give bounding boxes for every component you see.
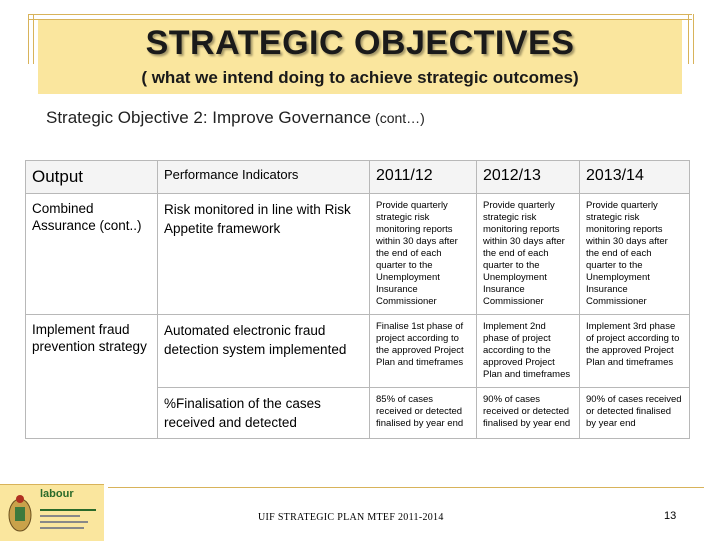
column-header-2013: 2013/14 [580,161,690,194]
output-cell: Combined Assurance (cont..) [26,194,158,315]
page-title: STRATEGIC OBJECTIVES [145,24,575,62]
target-2013-cell: 90% of cases received or detected finalised by year end [580,388,690,439]
logo-label: labour [40,488,74,500]
objective-cont: (cont…) [375,110,425,126]
target-2012-cell: 90% of cases received or detected finalised by year end [477,388,580,439]
table-header-row [26,161,690,194]
column-header-2011: 2011/12 [370,161,477,194]
footer-text: UIF STRATEGIC PLAN MTEF 2011-2014 [258,512,444,523]
title-banner [38,20,682,94]
table-row [26,194,690,315]
indicator-cell: Automated electronic fraud detection system implemented [158,315,370,388]
target-2012-cell: Provide quarterly strategic risk monitoring reports within 30 days after the end of each quarter to the Unemployment Insurance Commissioner [477,194,580,315]
objectives-table [25,160,690,439]
column-header-indicators: Performance Indicators [158,161,370,194]
indicator-cell: %Finalisation of the cases received and detected [158,388,370,439]
frame-left-line [28,14,34,64]
footer-divider [108,487,704,488]
column-header-output: Output [26,161,158,194]
indicator-cell: Risk monitored in line with Risk Appetite framework [158,194,370,315]
column-header-2012: 2012/13 [477,161,580,194]
objective-heading [46,108,425,128]
table-row [26,315,690,388]
frame-right-line [688,14,694,64]
objective-text: Strategic Objective 2: Improve Governance [46,108,372,127]
target-2011-cell: 85% of cases received or detected finalised by year end [370,388,477,439]
output-cell: Implement fraud prevention strategy [26,315,158,439]
target-2012-cell: Implement 2nd phase of project according to the approved Project Plan and timeframes [477,315,580,388]
page-number: 13 [664,510,677,522]
page-subtitle: ( what we intend doing to achieve strategic outcomes) [141,68,579,87]
target-2013-cell: Implement 3rd phase of project according to the approved Project Plan and timeframes [580,315,690,388]
target-2011-cell: Finalise 1st phase of project according to the approved Project Plan and timeframes [370,315,477,388]
target-2011-cell: Provide quarterly strategic risk monitoring reports within 30 days after the end of each quarter to the Unemployment Insurance Commissioner [370,194,477,315]
target-2013-cell: Provide quarterly strategic risk monitoring reports within 30 days after the end of each quarter to the Unemployment Insurance Commissioner [580,194,690,315]
